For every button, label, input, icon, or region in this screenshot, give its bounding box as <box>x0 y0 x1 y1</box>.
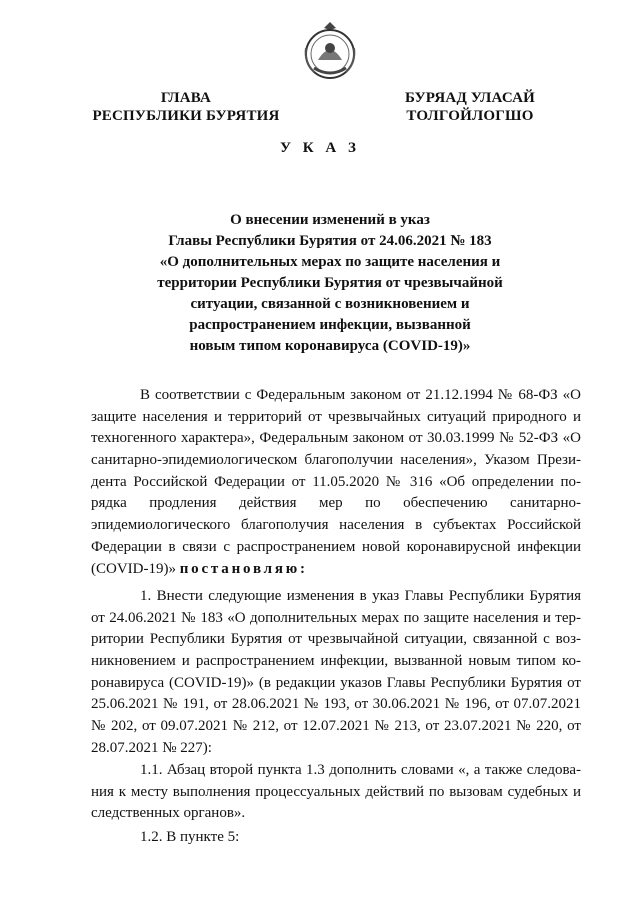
item-1-paragraph <box>91 586 581 760</box>
item-1-1-paragraph <box>91 760 581 825</box>
title-line: Главы Республики Бурятия от 24.06.2021 № 183 <box>168 233 492 249</box>
paragraph-line: № 202, от 09.07.2021 № 212, от 12.07.2021 № 213, от 23.07.2021 № 220, от <box>91 718 581 735</box>
paragraph-line: 1. Внести следующие изменения в указ Главы Республики Бурятия <box>140 588 581 604</box>
header-right-line: БУРЯАД УЛАСАЙ <box>404 90 536 106</box>
header-left-line: РЕСПУБЛИКИ БУРЯТИЯ <box>92 108 280 124</box>
paragraph-line: от 24.06.2021 № 183 «О дополнительных мерах по защите населения и тер- <box>91 609 581 626</box>
preamble-paragraph <box>91 385 581 580</box>
paragraph-line <box>91 559 581 581</box>
paragraph-line: ронавируса (COVID-19)» (в редакции указов Главы Республики Бурятия от <box>91 674 581 691</box>
paragraph-line: санитарно-эпидемиологическом благополучии населения», Указом Прези- <box>91 452 581 469</box>
paragraph-line: ритории Республики Бурятия от чрезвычайной ситуации, связанной с воз- <box>91 631 581 648</box>
paragraph-line: защите населения и территорий от чрезвычайных ситуаций природного и <box>91 408 581 425</box>
title-line: ситуации, связанной с возникновением и <box>190 296 470 312</box>
paragraph-line: эпидемиологического благополучия населения в субъектах Российской <box>91 517 581 534</box>
title-line: О внесении изменений в указ <box>230 212 430 228</box>
paragraph-line: 25.06.2021 № 191, от 28.06.2021 № 193, от 30.06.2021 № 196, от 07.07.2021 <box>91 696 581 713</box>
title-line: распространением инфекции, вызванной <box>189 317 471 333</box>
header-right-line: ТОЛГОЙЛОГШО <box>406 108 534 124</box>
decree-word: постановляю: <box>179 560 308 577</box>
paragraph-line: 28.07.2021 № 227): <box>91 739 212 756</box>
paragraph-line: Федерации в связи с распространением новой коронавирусной инфекции <box>91 538 581 555</box>
preamble-tail: (COVID-19)» <box>91 560 176 577</box>
paragraph-line: ния к месту выполнения процессуальных действий по вызовам судебных и <box>91 783 581 800</box>
document-title <box>120 210 540 357</box>
paragraph-line: никновением и распространением инфекции, вызванной новым типом ко- <box>91 653 581 670</box>
title-line: «О дополнительных мерах по защите населения и <box>159 254 501 270</box>
paragraph-line: рядка продления действия мер по обеспечению санитарно- <box>91 495 581 512</box>
title-line: территории Республики Бурятия от чрезвычайной <box>157 275 503 291</box>
header-left-line: ГЛАВА <box>160 90 212 106</box>
header-right <box>385 89 555 125</box>
paragraph-line: В соответствии с Федеральным законом от 21.12.1994 № 68-ФЗ «О <box>140 387 581 403</box>
coat-of-arms-emblem <box>296 18 364 86</box>
paragraph-line: 1.1. Абзац второй пункта 1.3 дополнить словами «, а также следова- <box>140 762 581 778</box>
title-line: новым типом коронавируса (COVID-19)» <box>189 338 471 354</box>
paragraph-line: техногенного характера», Федеральным законом от 30.03.1999 № 52-ФЗ «О <box>91 430 581 447</box>
header-left <box>86 89 286 125</box>
paragraph-line: дента Российской Федерации от 11.05.2020 № 316 «Об определении по- <box>91 473 581 490</box>
item-1-2-paragraph <box>91 827 581 849</box>
document-type: У К А З <box>280 140 360 156</box>
paragraph-line: 1.2. В пункте 5: <box>140 829 240 845</box>
paragraph-line: следственных органов». <box>91 805 246 822</box>
